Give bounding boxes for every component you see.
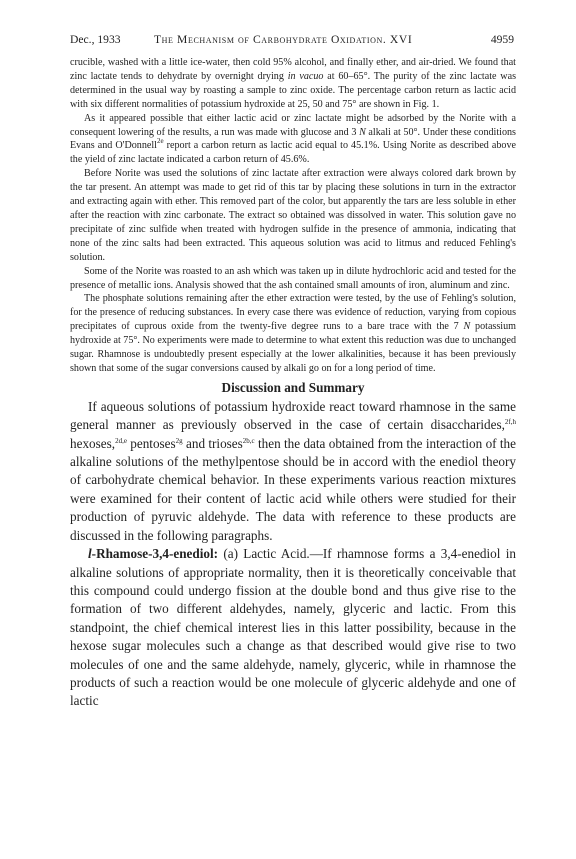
article-body xyxy=(70,56,516,711)
running-header xyxy=(70,33,514,49)
paragraph-norite-adsorption: As it appeared possible that either lactic acid or zinc lactate might be adsorbed by the Norite with a consequent lowering of the results, a run was made with glucose and 3 N alkali at 50°. Under these conditions Evans and O'Donnell$^{2e}$ report a carbon return as lactic acid equal to 45.1%. Using Norite as described above the yield of zinc lactate indicated a carbon return of 45.6%. xyxy=(70,112,516,166)
header-date: Dec., 1933 xyxy=(70,33,121,46)
paragraph-lactic-acid: l-Rhamose-3,4-enediol: (a) Lactic Acid.—If rhamnose forms a 3,4-enediol in alkaline solutions of appropriate normality, then it is theoretically conceivable that this compound could undergo fission at the double bond and thus give rise to the formation of two different aldehydes, namely, glyceric and lactic. From this standpoint, the chief chemical interest lies in this latter possibility, because in the hexose sugar molecules such a change as that described would give rise to two molecules of one and the same aldehyde, namely, glyceric, while in rhamnose the products of such a reaction would be one molecule of glyceric aldehyde and one of lactic xyxy=(70,546,516,709)
paragraph-tar-removal: Before Norite was used the solutions of zinc lactate after extraction were always colored dark brown by the tar present. An attempt was made to get rid of this tar by placing these solutions in turn in the extractor and extracting again with ether. This removed part of the color, but apparently the tars are less soluble in ether after the reaction with zinc carbonate. The extract so obtained was dissolved in water. This solution gave no precipitate of zinc sulfide when treated with hydrogen sulfide in the presence of ammonia, indicating that none of the zinc salts had been extracted. This aqueous solution was acid to litmus and reduced Fehling's solution. xyxy=(70,168,516,263)
experimental-section xyxy=(70,56,516,376)
discussion-section xyxy=(70,398,516,711)
paragraph-norite-ash: Some of the Norite was roasted to an ash which was taken up in dilute hydrochloric acid and tested for the presence of metallic ions. Analysis showed that the ash contained small amounts of iron, aluminum and zinc. xyxy=(70,265,516,291)
page-number: 4959 xyxy=(490,33,514,46)
header-title: The Mechanism of Carbohydrate Oxidation. XVI xyxy=(154,33,413,46)
paragraph-zinc-lactate-drying: crucible, washed with a little ice-water, then cold 95% alcohol, and finally ether, and air-dried. We found that zinc lactate tends to dehydrate by overnight drying in vacuo at 60–65°. The purity of the zinc lactate was determined in the usual way by roasting a sample to zinc oxide. The percentage carbon return as lactic acid with six different normalities of potassium hydroxide at 25, 50 and 75° are shown in Fig. 1. xyxy=(70,57,516,110)
paragraph-enediol-theory: If aqueous solutions of potassium hydroxide react toward rhamnose in the same general manner as previously observed in the case of certain disaccharides,$^{2f,h}$ hexoses,$^{2d,e}$ pentoses$^{2g}$ and trioses$^{2b,c}$ then the data obtained from the interaction of the alkaline solutions of the methylpentose should be in accord with the enediol theory of carbohydrate chemical behavior. In these experiments various reaction mixtures were examined for their content of lactic acid while others were studied for their production of pyruvic aldehyde. The data with reference to these products are discussed in the following paragraphs. xyxy=(70,398,516,543)
paragraph-phosphate-solutions: The phosphate solutions remaining after the ether extraction were tested, by the use of Fehling's solution, for the presence of reducing substances. In every case there was evidence of reduction, varying from copious precipitates of cuprous oxide from the twenty-five degree runs to a bare trace with the 7 N potassium hydroxide at 75°. No experiments were made to determine to what extent this reduction was due to unchanged sugar. Rhamnose is undoubtedly present especially at the lower alkalinities, because it has been previously shown that some of the sugar conversions caused by alkali go on for a long period of time. xyxy=(70,293,516,374)
section-heading: Discussion and Summary xyxy=(221,379,365,395)
